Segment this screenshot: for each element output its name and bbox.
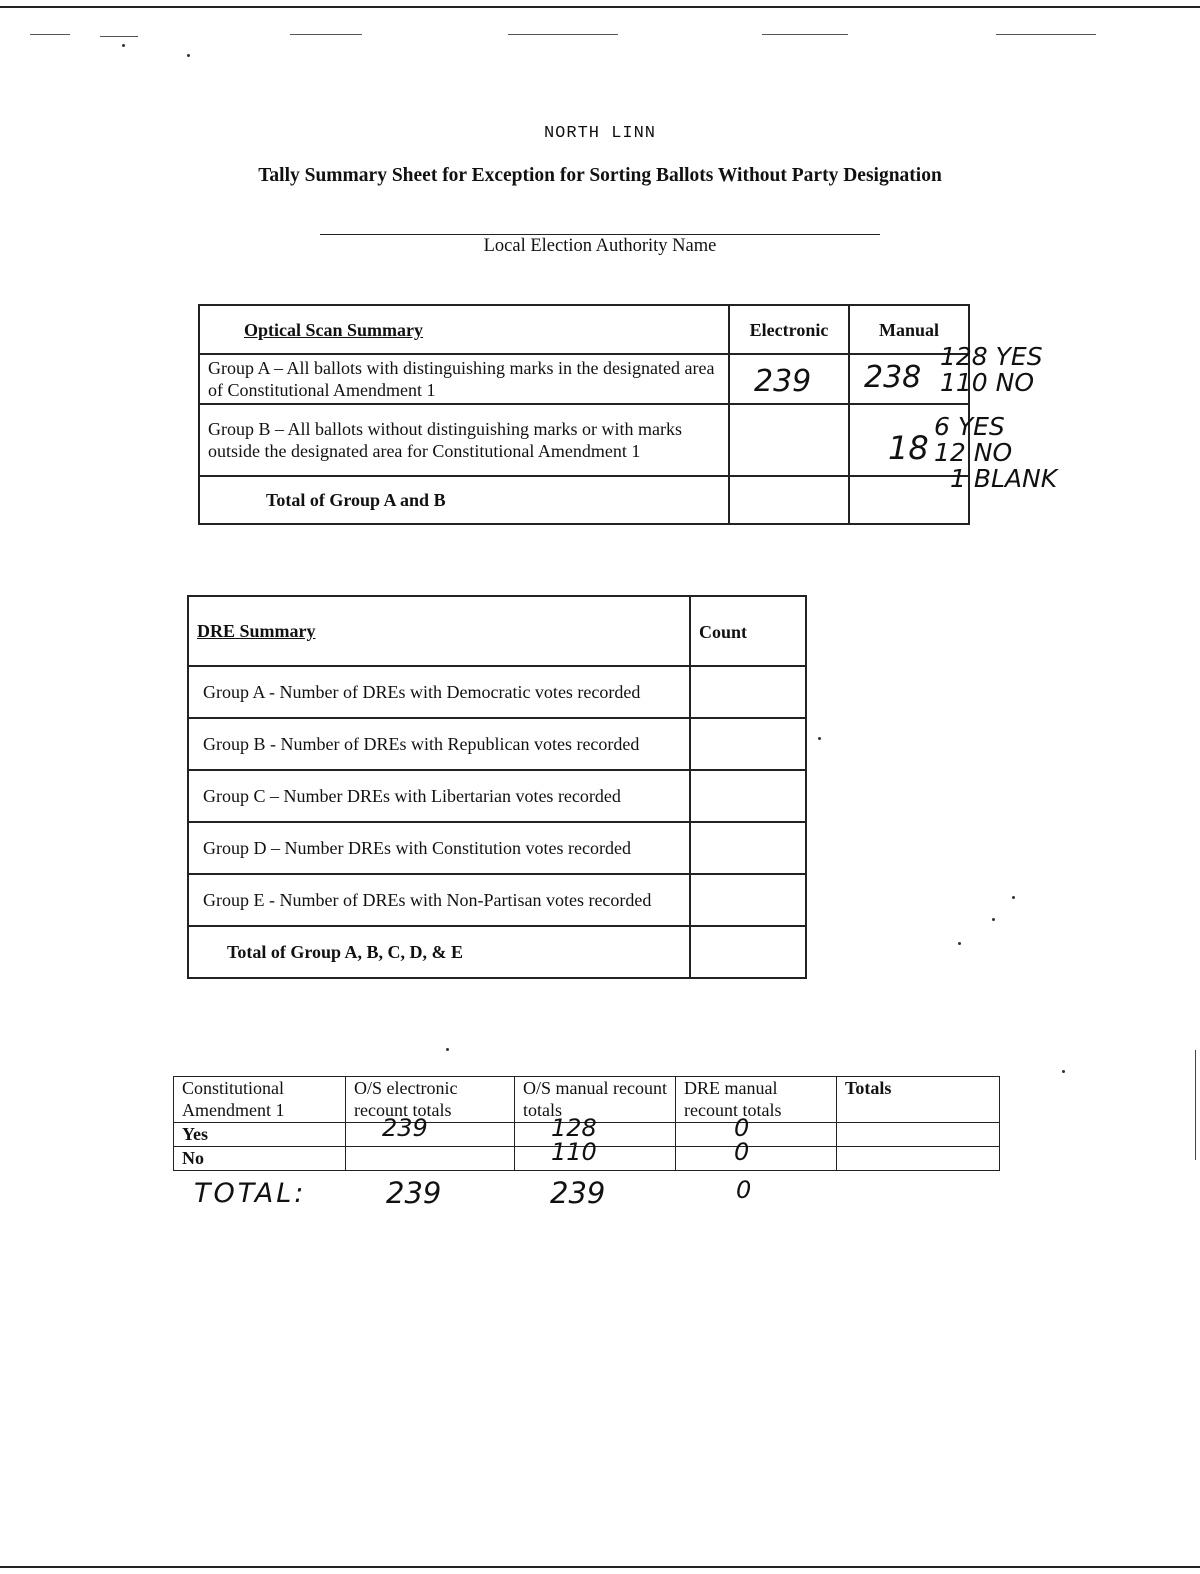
dre-group-a-count (690, 666, 806, 718)
scan-speck (1062, 1070, 1065, 1073)
ca-no-electronic-cell (346, 1147, 515, 1171)
ca-yes-dre-value: 0 (734, 1114, 750, 1142)
scan-speck (446, 1048, 449, 1051)
margin-note-a-yes: 128 YES (940, 342, 1043, 371)
handwritten-total-electronic: 239 (386, 1176, 442, 1210)
margin-note-a-no: 110 NO (940, 368, 1035, 397)
dre-summary-heading-text: DRE Summary (197, 621, 316, 641)
margin-note-group-b (934, 414, 1057, 492)
scan-border-bottom (0, 1566, 1200, 1568)
ca-yes-electronic-cell (346, 1114, 515, 1147)
group-ab-total-label: Total of Group A and B (199, 476, 729, 524)
scan-speck (187, 54, 190, 57)
scan-mark (100, 36, 138, 37)
county-name: NORTH LINN (543, 124, 657, 143)
group-b-electronic-cell (729, 404, 849, 476)
ca-header-totals: Totals (837, 1077, 1000, 1123)
scan-mark (508, 34, 618, 35)
ca-header-amendment: Constitutional Amendment 1 (174, 1077, 346, 1123)
scan-mark (30, 34, 70, 35)
dre-summary-table (187, 595, 807, 979)
col-count-header: Count (690, 596, 806, 666)
authority-name-label: Local Election Authority Name (483, 236, 717, 256)
ca-no-manual-cell (515, 1138, 676, 1171)
ca-yes-label: Yes (174, 1123, 346, 1147)
ca-yes-electronic-value: 239 (382, 1114, 428, 1142)
dre-group-e-count (690, 874, 806, 926)
group-b-label: Group B – All ballots without distinguishing marks or with marks outside the designated area for Constitutional Amendment 1 (199, 404, 729, 476)
scan-speck (1012, 896, 1015, 899)
optical-scan-heading-text: Optical Scan Summary (244, 319, 424, 340)
group-ab-total-electronic-cell (729, 476, 849, 524)
margin-note-b-blank: 1 BLANK (950, 464, 1058, 493)
ca-no-total-cell (837, 1147, 1000, 1171)
dre-group-b-count (690, 718, 806, 770)
ca-no-manual-value: 110 (551, 1138, 597, 1166)
scan-mark (762, 34, 848, 35)
dre-group-c-count (690, 770, 806, 822)
handwritten-total-label: TOTAL: (194, 1178, 307, 1209)
ca-yes-manual-value: 128 (551, 1114, 597, 1142)
dre-summary-heading (188, 596, 690, 666)
scan-border-top (0, 6, 1200, 8)
ca-yes-total-cell (837, 1123, 1000, 1147)
optical-scan-heading (199, 305, 729, 354)
dre-group-a-label: Group A - Number of DREs with Democratic votes recorded (188, 666, 690, 718)
handwritten-total-manual: 239 (550, 1176, 606, 1210)
scan-speck (992, 918, 995, 921)
ca-header-os-electronic: O/S electronic recount totals (346, 1077, 515, 1123)
scan-edge (1195, 1050, 1196, 1160)
dre-group-d-label: Group D – Number DREs with Constitution votes recorded (188, 822, 690, 874)
scan-mark (996, 34, 1096, 35)
margin-note-b-no: 12 NO (934, 438, 1013, 467)
ca-yes-dre-cell (676, 1114, 837, 1147)
group-a-electronic-cell (729, 354, 849, 404)
optical-scan-table (198, 304, 970, 525)
group-a-electronic-value: 239 (754, 364, 812, 399)
scan-speck (122, 44, 125, 47)
col-electronic-header: Electronic (729, 305, 849, 354)
amendment-recount-table (173, 1076, 1000, 1171)
authority-name-line (320, 234, 880, 235)
ca-no-label: No (174, 1147, 346, 1171)
dre-group-c-label: Group C – Number DREs with Libertarian votes recorded (188, 770, 690, 822)
scan-speck (818, 737, 821, 740)
dre-group-d-count (690, 822, 806, 874)
ca-no-dre-value: 0 (734, 1138, 750, 1166)
ca-header-os-manual: O/S manual recount totals (515, 1077, 676, 1123)
col-manual-header: Manual (849, 305, 969, 354)
group-a-manual-value: 238 (864, 360, 922, 395)
dre-group-b-label: Group B - Number of DREs with Republican votes recorded (188, 718, 690, 770)
dre-total-label: Total of Group A, B, C, D, & E (188, 926, 690, 978)
scan-speck (958, 942, 961, 945)
margin-note-group-a (940, 344, 1043, 396)
ca-no-dre-cell (676, 1138, 837, 1171)
margin-note-b-yes: 6 YES (934, 412, 1005, 441)
dre-group-e-label: Group E - Number of DREs with Non-Partisan votes recorded (188, 874, 690, 926)
ca-header-dre-manual: DRE manual recount totals (676, 1077, 837, 1123)
page-title: Tally Summary Sheet for Exception for Sorting Ballots Without Party Designation (258, 165, 942, 186)
dre-total-count (690, 926, 806, 978)
group-a-label: Group A – All ballots with distinguishing marks in the designated area of Constitutional Amendment 1 (199, 354, 729, 404)
handwritten-total-dre: 0 (736, 1176, 752, 1204)
scan-mark (290, 34, 362, 35)
group-b-manual-value: 18 (888, 429, 929, 467)
